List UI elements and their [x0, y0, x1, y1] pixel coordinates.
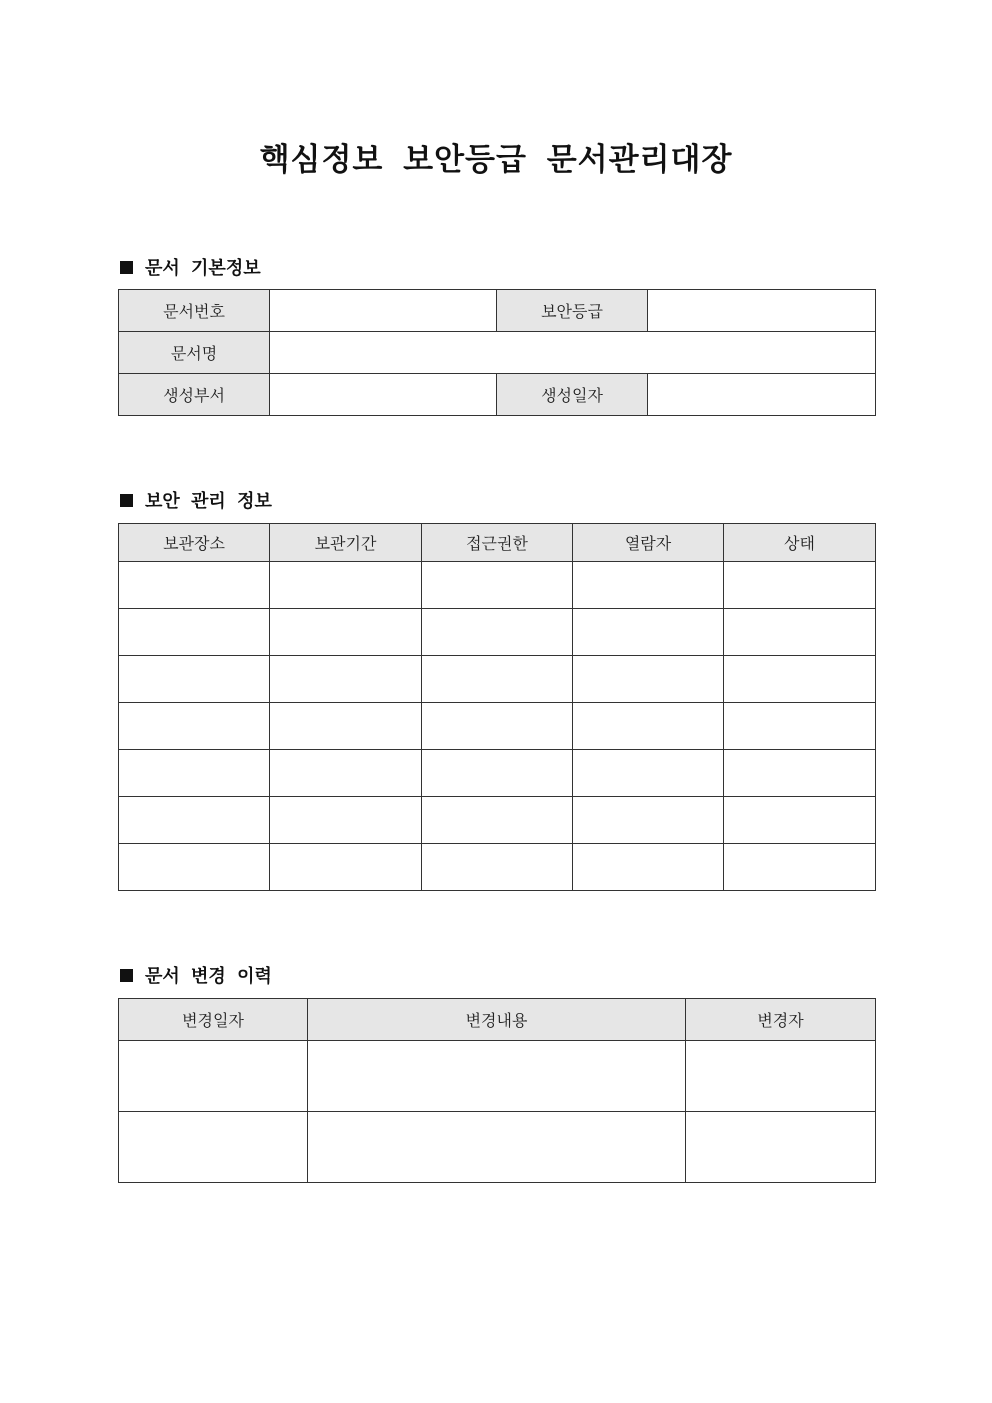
table-cell[interactable] [686, 1112, 876, 1183]
section-heading-label: 문서 변경 이력 [145, 966, 272, 987]
table-cell[interactable] [422, 562, 573, 609]
table-cell[interactable] [573, 844, 724, 891]
document-title: 핵심정보 보안등급 문서관리대장 [259, 142, 733, 178]
table-cell[interactable] [724, 797, 876, 844]
created-dept-label: 생성부서 [119, 374, 270, 416]
table-row [119, 656, 876, 703]
created-date-label: 생성일자 [497, 374, 648, 416]
column-header-viewer: 열람자 [573, 524, 724, 562]
square-bullet-icon [120, 969, 133, 982]
section-heading-change-history [120, 962, 272, 988]
section-heading-label: 보안 관리 정보 [145, 491, 272, 512]
table-cell[interactable] [270, 703, 422, 750]
table-row [119, 290, 876, 332]
table-cell[interactable] [686, 1041, 876, 1112]
table-cell[interactable] [270, 750, 422, 797]
table-cell[interactable] [119, 609, 270, 656]
table-row [119, 609, 876, 656]
section-heading-security-info [120, 487, 272, 513]
created-dept-field[interactable] [270, 374, 497, 416]
table-cell[interactable] [422, 750, 573, 797]
table-cell[interactable] [573, 750, 724, 797]
table-row [119, 844, 876, 891]
doc-number-field[interactable] [270, 290, 497, 332]
table-cell[interactable] [573, 609, 724, 656]
table-cell[interactable] [422, 844, 573, 891]
table-header-row [119, 524, 876, 562]
table-row [119, 703, 876, 750]
section-heading-label: 문서 기본정보 [145, 258, 261, 279]
column-header-retention-period: 보관기간 [270, 524, 422, 562]
table-header-row [119, 999, 876, 1041]
security-grade-label: 보안등급 [497, 290, 648, 332]
table-cell[interactable] [270, 656, 422, 703]
basic-info-table [118, 289, 876, 416]
square-bullet-icon [120, 494, 133, 507]
table-cell[interactable] [270, 844, 422, 891]
column-header-changed-by: 변경자 [686, 999, 876, 1041]
table-row [119, 332, 876, 374]
doc-number-label: 문서번호 [119, 290, 270, 332]
table-row [119, 1112, 876, 1183]
table-row [119, 374, 876, 416]
table-cell[interactable] [573, 703, 724, 750]
table-cell[interactable] [119, 703, 270, 750]
table-row [119, 562, 876, 609]
doc-name-field[interactable] [270, 332, 876, 374]
table-cell[interactable] [270, 609, 422, 656]
created-date-field[interactable] [648, 374, 876, 416]
table-cell[interactable] [573, 797, 724, 844]
table-cell[interactable] [724, 562, 876, 609]
table-cell[interactable] [308, 1112, 686, 1183]
column-header-storage-location: 보관장소 [119, 524, 270, 562]
column-header-change-date: 변경일자 [119, 999, 308, 1041]
column-header-change-content: 변경내용 [308, 999, 686, 1041]
security-info-table [118, 523, 876, 891]
table-cell[interactable] [270, 562, 422, 609]
table-cell[interactable] [724, 844, 876, 891]
security-grade-field[interactable] [648, 290, 876, 332]
table-cell[interactable] [724, 609, 876, 656]
table-cell[interactable] [724, 656, 876, 703]
table-cell[interactable] [308, 1041, 686, 1112]
table-cell[interactable] [119, 797, 270, 844]
table-cell[interactable] [422, 656, 573, 703]
table-cell[interactable] [573, 656, 724, 703]
table-cell[interactable] [422, 609, 573, 656]
table-cell[interactable] [422, 703, 573, 750]
table-cell[interactable] [422, 797, 573, 844]
change-history-table [118, 998, 876, 1183]
table-cell[interactable] [119, 1041, 308, 1112]
column-header-access-rights: 접근권한 [422, 524, 573, 562]
table-row [119, 1041, 876, 1112]
square-bullet-icon [120, 261, 133, 274]
table-cell[interactable] [119, 750, 270, 797]
table-cell[interactable] [119, 844, 270, 891]
table-cell[interactable] [119, 1112, 308, 1183]
doc-name-label: 문서명 [119, 332, 270, 374]
table-cell[interactable] [573, 562, 724, 609]
table-row [119, 750, 876, 797]
table-cell[interactable] [270, 797, 422, 844]
section-heading-basic-info [120, 254, 261, 280]
table-row [119, 797, 876, 844]
table-cell[interactable] [119, 656, 270, 703]
column-header-status: 상태 [724, 524, 876, 562]
table-cell[interactable] [724, 703, 876, 750]
table-cell[interactable] [724, 750, 876, 797]
table-cell[interactable] [119, 562, 270, 609]
